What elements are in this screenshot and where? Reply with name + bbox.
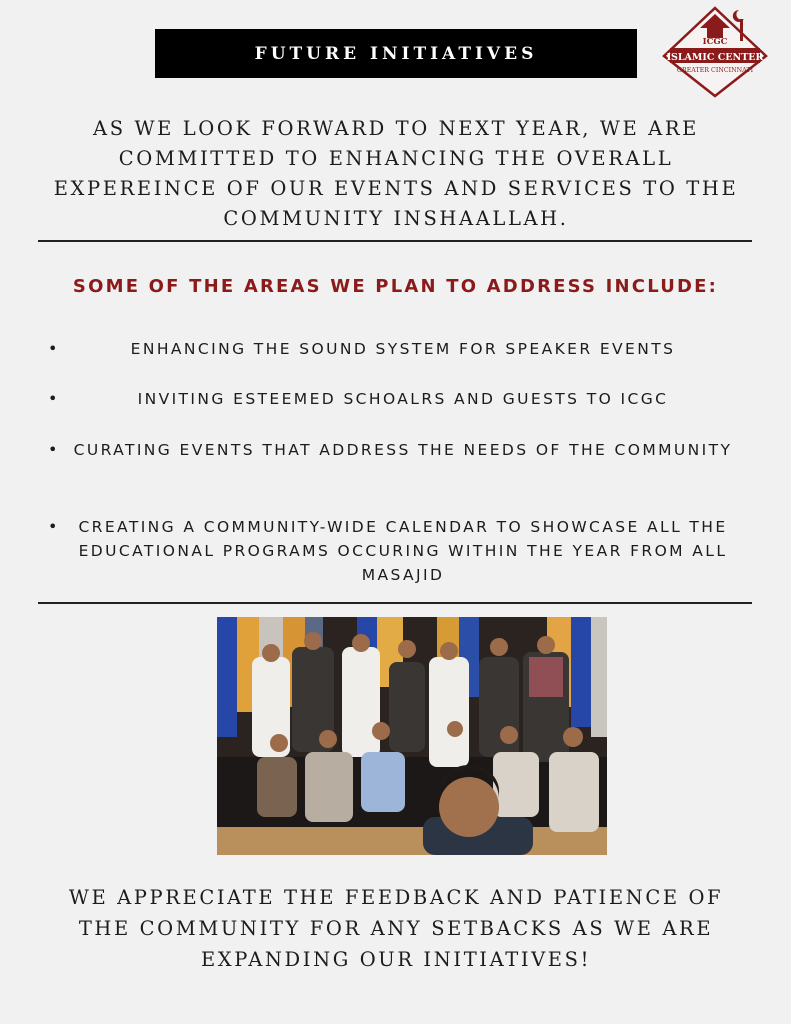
intro-paragraph: AS WE LOOK FORWARD TO NEXT YEAR, WE ARE COMMITTED TO ENHANCING THE OVERALL EXPEREINCE OF OUR EVENTS AND SERVICES TO THE COMMUNITY INSHAALLAH. bbox=[53, 117, 739, 230]
list-item-text: CURATING EVENTS THAT ADDRESS THE NEEDS OF THE COMMUNITY bbox=[73, 441, 733, 459]
divider bbox=[38, 240, 752, 242]
group-photo-image bbox=[217, 617, 607, 855]
svg-text:ISLAMIC CENTER: ISLAMIC CENTER bbox=[666, 52, 764, 63]
group-photo bbox=[217, 617, 607, 855]
closing-paragraph: WE APPRECIATE THE FEEDBACK AND PATIENCE OF THE COMMUNITY FOR ANY SETBACKS AS WE ARE EXPANDING OUR INITIATIVES! bbox=[68, 886, 724, 971]
list-item bbox=[48, 438, 738, 462]
bullet-icon: • bbox=[48, 440, 58, 459]
list-item-text: INVITING ESTEEMED SCHOALRS AND GUESTS TO ICGC bbox=[137, 390, 669, 408]
list-item-text: ENHANCING THE SOUND SYSTEM FOR SPEAKER EVENTS bbox=[130, 340, 676, 358]
icgc-logo bbox=[660, 4, 770, 100]
section-title-banner bbox=[155, 29, 637, 78]
bullet-icon: • bbox=[48, 517, 58, 536]
list-item bbox=[48, 515, 738, 587]
bullet-icon: • bbox=[48, 339, 58, 358]
list-item-text: CREATING A COMMUNITY-WIDE CALENDAR TO SHOWCASE ALL THE EDUCATIONAL PROGRAMS OCCURING WITHIN THE YEAR FROM ALL MASAJID bbox=[78, 518, 728, 584]
icgc-logo-mark bbox=[660, 4, 770, 100]
list-item bbox=[48, 387, 738, 411]
bullet-icon: • bbox=[48, 389, 58, 408]
svg-text:GREATER CINCINNATI: GREATER CINCINNATI bbox=[676, 67, 754, 74]
areas-heading: SOME OF THE AREAS WE PLAN TO ADDRESS INCLUDE: bbox=[72, 276, 719, 297]
list-item bbox=[48, 337, 738, 361]
divider bbox=[38, 602, 752, 604]
section-title: FUTURE INITIATIVES bbox=[254, 43, 538, 64]
svg-text:ICGC: ICGC bbox=[702, 37, 728, 47]
